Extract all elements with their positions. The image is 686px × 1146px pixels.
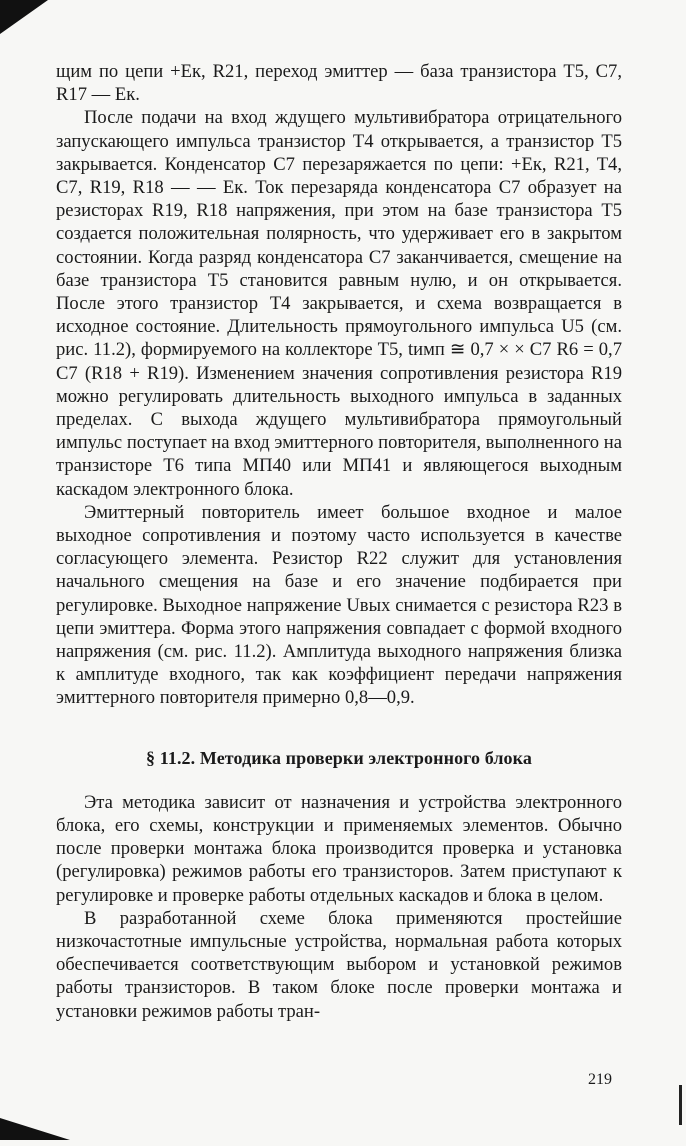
section-heading: § 11.2. Методика проверки электронного блока	[146, 747, 532, 768]
paragraph: Эта методика зависит от назначения и устройства электронного блока, его схемы, конструкции и применяемых элементов. Обычно после проверки монтажа блока производится проверка и установка (регулировка) режимов работы его транзисторов. Затем приступают к регулировке и проверке работы отдельных каскадов и блока в целом.	[56, 791, 622, 906]
book-page	[56, 60, 622, 1023]
text-block-top	[56, 60, 622, 710]
paragraph: В разработанной схеме блока применяются простейшие низкочастотные импульсные устройства, нормальная работа которых обеспечивается соответствующим выбором и установкой режимов работы транзисторов. В таком блоке после проверки монтажа и установки режимов работы тран-	[56, 907, 622, 1022]
scan-edge-mark	[679, 1085, 682, 1125]
scan-corner-mark	[0, 0, 48, 34]
text-block-bottom	[56, 791, 622, 1023]
scan-corner-mark-bottom	[0, 1118, 70, 1140]
page-number: 219	[588, 1071, 612, 1088]
paragraph: После подачи на вход ждущего мультивибратора отрицательного запускающего импульса транзистор T4 открывается, а транзистор T5 закрывается. Конденсатор C7 перезаряжается по цепи: +Eк, R21, T4, C7, R19, R18 — — Eк. Ток перезаряда конденсатора C7 образует на резисторах R19, R18 напряжения, при этом на базе транзистора T5 создается положительная полярность, что удерживает его в закрытом состоянии. Когда разряд конденсатора C7 заканчивается, смещение на базе транзистора T5 становится равным нулю, и он открывается. После этого транзистор T4 закрывается, и схема возвращается в исходное состояние. Длительность прямоугольного импульса U5 (см. рис. 11.2), формируемого на коллекторе T5, tимп ≅ 0,7 × × C7 R6 = 0,7 C7 (R18 + R19). Изменением значения сопротивления резистора R19 можно регулировать длительность выходного импульса в заданных пределах. С выхода ждущего мультивибратора прямоугольный импульс поступает на вход эмиттерного повторителя, выполненного на транзисторе T6 типа МП40 или МП41 и являющегося выходным каскадом электронного блока.	[56, 107, 622, 500]
paragraph: щим по цепи +Eк, R21, переход эмиттер — база транзистора T5, C7, R17 — Eк.	[56, 61, 622, 106]
paragraph: Эмиттерный повторитель имеет большое входное и малое выходное сопротивления и поэтому часто используется в качестве согласующего элемента. Резистор R22 служит для установления начального смещения на базе и его значение подбирается при регулировке. Выходное напряжение Uвых снимается с резистора R23 в цепи эмиттера. Форма этого напряжения совпадает с формой входного напряжения (см. рис. 11.2). Амплитуда выходного напряжения близка к амплитуде входного, так как коэффициент передачи напряжения эмиттерного повторителя примерно 0,8—0,9.	[56, 501, 622, 709]
